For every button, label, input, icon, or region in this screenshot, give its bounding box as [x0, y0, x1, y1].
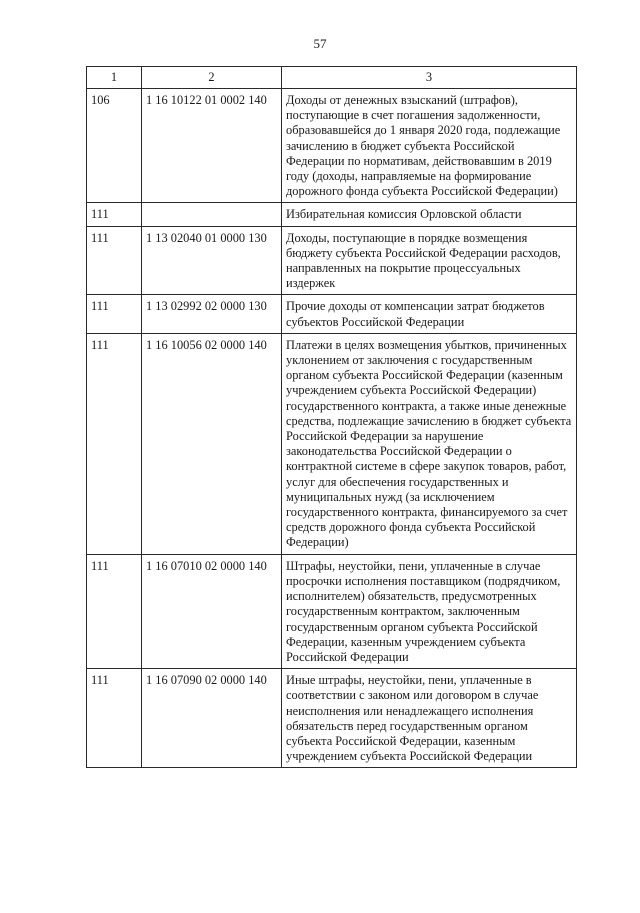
revenue-code-cell: 1 13 02992 02 0000 130 [142, 295, 282, 333]
table-row [87, 669, 577, 768]
revenue-codes-table [86, 66, 577, 768]
revenue-code-cell: 1 16 07010 02 0000 140 [142, 554, 282, 668]
revenue-code-cell: 1 13 02040 01 0000 130 [142, 226, 282, 295]
description-cell: Штрафы, неустойки, пени, уплаченные в случае просрочки исполнения поставщиком (подрядчиком, исполнителем) обязательств, предусмотренных государственным контрактом, заключенным государственным органом субъекта Российской Федерации, казенным учреждением субъекта Российской Федерации [282, 554, 577, 668]
column-header-2: 2 [142, 67, 282, 89]
admin-code-cell: 111 [87, 203, 142, 226]
description-cell: Прочие доходы от компенсации затрат бюджетов субъектов Российской Федерации [282, 295, 577, 333]
table-header [87, 67, 577, 89]
table-row [87, 203, 577, 226]
admin-code-cell: 111 [87, 226, 142, 295]
admin-code-cell: 111 [87, 554, 142, 668]
column-header-3: 3 [282, 67, 577, 89]
admin-code-cell: 106 [87, 89, 142, 203]
revenue-code-cell: 1 16 10056 02 0000 140 [142, 333, 282, 554]
table-body [87, 89, 577, 768]
table-row [87, 226, 577, 295]
table-row [87, 554, 577, 668]
revenue-code-cell: 1 16 10122 01 0002 140 [142, 89, 282, 203]
table-row [87, 89, 577, 203]
description-cell: Доходы, поступающие в порядке возмещения бюджету субъекта Российской Федерации расходов, направленных на покрытие процессуальных издержек [282, 226, 577, 295]
revenue-code-cell: 1 16 07090 02 0000 140 [142, 669, 282, 768]
header-row [87, 67, 577, 89]
description-cell: Доходы от денежных взысканий (штрафов), поступающие в счет погашения задолженности, образовавшейся до 1 января 2020 года, подлежащие зачислению в бюджет субъекта Российской Федерации по нормативам, действовавшим в 2019 году (доходы, направляемые на формирование дорожного фонда субъекта Российской Федерации) [282, 89, 577, 203]
table-row [87, 295, 577, 333]
page-number: 57 [313, 36, 327, 51]
admin-code-cell: 111 [87, 669, 142, 768]
description-cell: Иные штрафы, неустойки, пени, уплаченные в соответствии с законом или договором в случае неисполнения или ненадлежащего исполнения обязательств перед государственным органом субъекта Российской Федерации, казенным учреждением субъекта Российской Федерации [282, 669, 577, 768]
description-cell: Избирательная комиссия Орловской области [282, 203, 577, 226]
admin-code-cell: 111 [87, 295, 142, 333]
description-cell: Платежи в целях возмещения убытков, причиненных уклонением от заключения с государственным органом субъекта Российской Федерации (казенным учреждением субъекта Российской Федерации) государственного контракта, а также иные денежные средства, подлежащие зачислению в бюджет субъекта Российской Федерации за нарушение законодательства Российской Федерации о контрактной системе в сфере закупок товаров, работ, услуг для обеспечения государственных и муниципальных нужд (за исключением государственного контракта, финансируемого за счет средств дорожного фонда субъекта Российской Федерации) [282, 333, 577, 554]
revenue-code-cell [142, 203, 282, 226]
column-header-1: 1 [87, 67, 142, 89]
admin-code-cell: 111 [87, 333, 142, 554]
table-row [87, 333, 577, 554]
